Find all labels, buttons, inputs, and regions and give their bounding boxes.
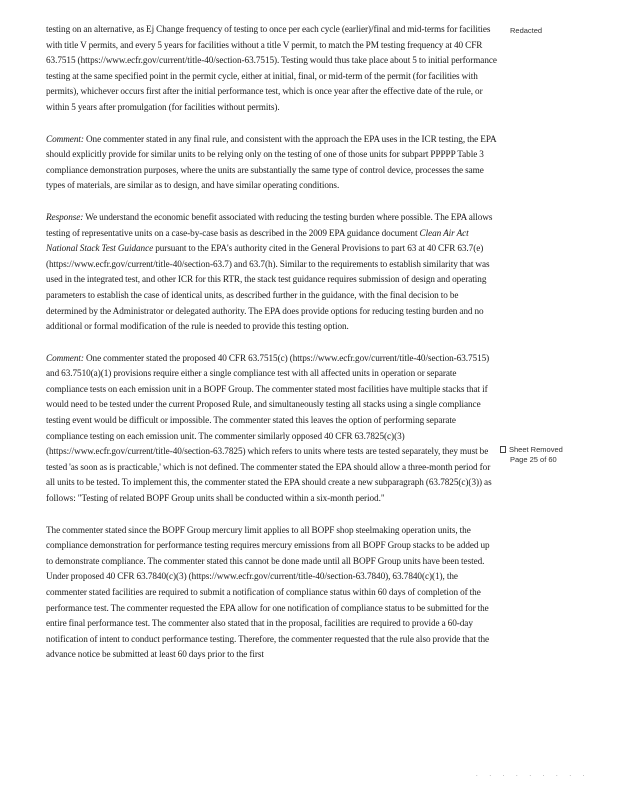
paragraph-text: One commenter stated the proposed 40 CFR 63.7515(c) (https://www.ecfr.gov/current/title-40/section-63.7515) and 63.7510(a)(1) provisions require either a single compliance test with all affected units in operation or separate compliance tests on each emission unit in a BOPF Group. The commenter stated most facilities have multiple stacks that if would need to be tested under the current Proposed Rule, and simultaneously testing all stacks using a single compliance testing event would be difficult or impossible. The commenter stated this leaves the option of performing separate compliance testing on each emission unit. The commenter similarly opposed 40 CFR 63.7825(c)(3) (https://www.ecfr.gov/current/title-40/section-63.7825) which refers to units where tests are tested separately, they must be tested 'as soon as is practicable,' which is not defined. The commenter stated the EPA should allow a three-month period for all units to be tested. To implement this, the commenter stated the EPA should create a new subparagraph (63.7825(c)(3)) as follows: "Testing of related BOPF Group units shall be conducted within a six-month period." bbox=[46, 352, 492, 504]
paragraph-response-representative-units bbox=[46, 210, 498, 335]
comment-icon bbox=[500, 446, 506, 453]
comment-note-title: Sheet Removed bbox=[509, 445, 563, 454]
paragraph-comment-bopf-testing bbox=[46, 351, 498, 507]
response-label: Response: bbox=[46, 211, 84, 222]
paragraph-text: The commenter stated since the BOPF Group mercury limit applies to all BOPF shop steelmaking operation units, the compliance demonstration for performance testing requires mercury emissions from all BOPF Group stacks to be added up to demonstrate compliance. The commenter stated this cannot be done made until all BOPF Group units have been tested. Under proposed 40 CFR 63.7840(c)(3) (https://www.ecfr.gov/current/title-40/section-63.7840), 63.7840(c)(1), the commenter stated facilities are required to submit a notification of compliance status within 60 days of completion of the performance test. The commenter requested the EPA allow for one notification of compliance status to be submitted for the entire final performance test. The commenter also stated that in the proposal, facilities are required to provide a 60-day notification of intent to conduct performance testing. Therefore, the commenter requested that the rule also provide that the advance notice be submitted at least 60 days prior to the first bbox=[46, 524, 490, 660]
paragraph-testing-frequency bbox=[46, 22, 498, 116]
margin-comment-note[interactable] bbox=[500, 445, 580, 465]
margin-note-top: Redacted bbox=[510, 26, 543, 35]
footer-marks: . . . . . . . . . bbox=[476, 772, 590, 778]
paragraph-comment-similar-units bbox=[46, 132, 498, 194]
guidance-citation: Clean Air Act National Stack Test Guidance bbox=[46, 227, 469, 254]
comment-label: Comment: bbox=[46, 352, 84, 363]
paragraph-text-continued: pursuant to the EPA's authority cited in the General Provisions to part 63 at 40 CFR 63.7(e) (https://www.ecfr.gov/current/title-40/section-63.7) and 63.7(h). Similar to the requirements to establish similarity that was used in the integrated test, and other ICR for this RTR, the stack test guidance requires submission of design and operating parameters to establish the case of identical units, as described further in the guidance, with the final decision to be determined by the Administrator or delegated authority. The EPA does provide options for reducing testing burden and no additional or formal modification of the rule is needed to provide this testing option. bbox=[46, 243, 490, 332]
comment-label: Comment: bbox=[46, 133, 84, 144]
document-body bbox=[46, 22, 498, 679]
paragraph-bopf-mercury-limit bbox=[46, 523, 498, 663]
paragraph-text: testing on an alternative, as Ej Change frequency of testing to once per each cycle (earlier)/final and mid-terms for facilities with title V permits, and every 5 years for facilities without a title V permit, to match the PM testing frequency at 40 CFR 63.7515 (https://www.ecfr.gov/current/title-40/section-63.7515). Testing would thus take place about 5 to initial performance testing at the same specified point in the permit cycle, either at initial, final, or mid-term of the permit (for facilities with permits), whichever occurs first after the initial performance test, which is once year after the effective date of the rule, or within 5 years after promulgation (for facilities without permits). bbox=[46, 24, 497, 112]
comment-note-page: Page 25 of 60 bbox=[510, 455, 557, 464]
paragraph-text: We understand the economic benefit associated with reducing the testing burden where possible. The EPA allows testing of representative units on a case-by-case basis as described in the 2009 EPA guidance document bbox=[46, 211, 493, 238]
paragraph-text: One commenter stated in any final rule, and consistent with the approach the EPA uses in the ICR testing, the EPA should explicitly provide for similar units to be relying only on the testing of one of those units for subpart PPPPP Table 3 compliance demonstration purposes, where the units are substantially the same type of control device, processes the same types of materials, are similar as to design, and have similar operating conditions. bbox=[46, 133, 497, 191]
